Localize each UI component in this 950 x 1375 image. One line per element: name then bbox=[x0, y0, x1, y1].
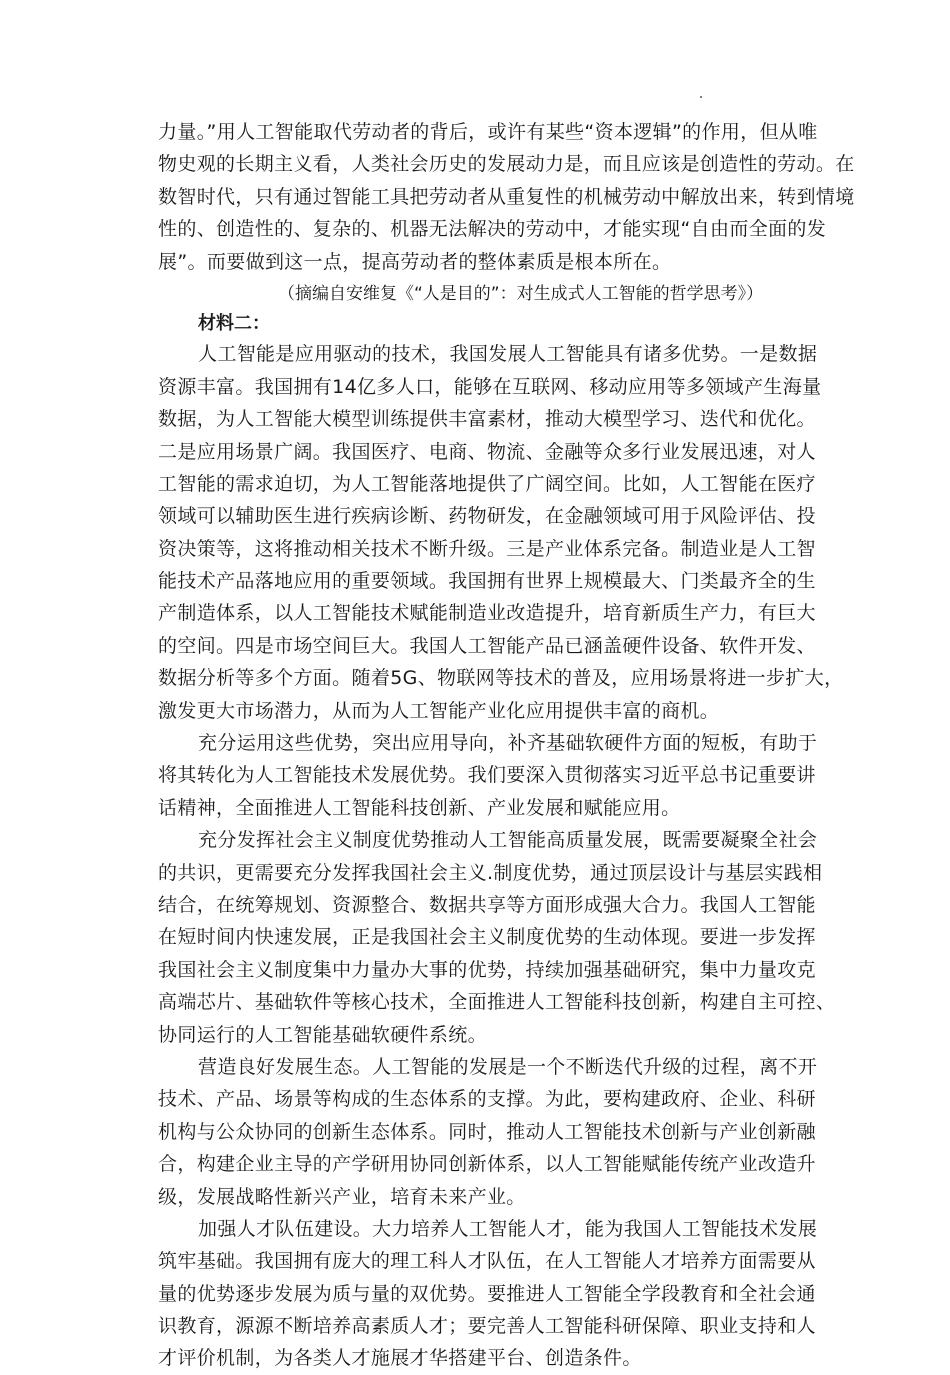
text-line: 机构与公众协同的创新生态体系。同时，推动人工智能技术创新与产业创新融 bbox=[158, 1120, 816, 1143]
text-line: 加强人才队伍建设。大力培养人工智能人才，能为我国人工智能技术发展 bbox=[198, 1217, 818, 1240]
text-line: 产制造体系，以人工智能技术赋能制造业改造提升，培育新质生产力，有巨大 bbox=[158, 602, 816, 625]
text-line: 合，构建企业主导的产学研用协同创新体系，以人工智能赋能传统产业改造升 bbox=[158, 1153, 816, 1176]
text-line: 的共识，更需要充分发挥我国社会主义.制度优势，通过顶层设计与基层实践相 bbox=[158, 861, 823, 884]
text-line: 工智能的需求迫切，为人工智能落地提供了广阔空间。比如，人工智能在医疗 bbox=[158, 472, 816, 495]
text-line: 资源丰富。我国拥有14亿多人口，能够在互联网、移动应用等多领域产生海量 bbox=[158, 375, 822, 398]
text-line: 资决策等，这将推动相关技术不断升级。三是产业体系完备。制造业是人工智 bbox=[158, 537, 816, 560]
text-line: 人工智能是应用驱动的技术，我国发展人工智能具有诸多优势。一是数据 bbox=[198, 343, 818, 366]
text-line: 才评价机制，为各类人才施展才华搭建平台、创造条件。 bbox=[158, 1347, 642, 1370]
text-line: 性的、创造性的、复杂的、机器无法解决的劳动中，才能实现“自由而全面的发 bbox=[158, 218, 827, 241]
paragraph-continued bbox=[158, 116, 855, 278]
paragraph-2 bbox=[158, 727, 818, 824]
text-line: 数智时代，只有通过智能工具把劳动者从重复性的机械劳动中解放出来，转到情境 bbox=[158, 185, 855, 208]
text-line: 的空间。四是市场空间巨大。我国人工智能产品已涵盖硬件设备、软件开发、 bbox=[158, 634, 816, 657]
text-line: 高端芯片、基础软件等核心技术，全面推进人工智能科技创新，构建自主可控、 bbox=[158, 991, 836, 1014]
document-body bbox=[158, 116, 855, 1375]
text-line: 筑牢基础。我国拥有庞大的理工科人才队伍，在人工智能人才培养方面需要从 bbox=[158, 1250, 816, 1273]
text-line: 力量。”用人工智能取代劳动者的背后，或许有某些“资本逻辑”的作用，但从唯 bbox=[158, 121, 818, 143]
paragraph-1 bbox=[158, 338, 844, 727]
paragraph-4 bbox=[158, 1051, 818, 1213]
text-line: 话精神，全面推进人工智能科技创新、产业发展和赋能应用。 bbox=[158, 796, 681, 819]
section-heading: 材料二： bbox=[198, 313, 270, 335]
text-line: 营造良好发展生态。人工智能的发展是一个不断迭代升级的过程，离不开 bbox=[198, 1055, 818, 1078]
text-line: 二是应用场景广阔。我国医疗、电商、物流、金融等众多行业发展迅速，对人 bbox=[158, 440, 816, 463]
text-line: 量的优势逐步发展为质与量的双优势。要推进人工智能全学段教育和全社会通 bbox=[158, 1282, 816, 1305]
text-line: 领域可以辅助医生进行疾病诊断、药物研发，在金融领域可用于风险评估、投 bbox=[158, 505, 816, 528]
text-line: 协同运行的人工智能基础软硬件系统。 bbox=[158, 1023, 487, 1046]
text-line: 数据，为人工智能大模型训练提供丰富素材，推动大模型学习、迭代和优化。 bbox=[158, 408, 816, 431]
text-line: 物史观的长期主义看，人类社会历史的发展动力是，而且应该是创造性的劳动。在 bbox=[158, 153, 855, 176]
source-citation: （摘编自安维复《“人是目的”：对生成式人工智能的哲学思考》） bbox=[278, 283, 764, 304]
text-line: 技术、产品、场景等构成的生态体系的支撑。为此，要构建政府、企业、科研 bbox=[158, 1088, 816, 1111]
text-line: 充分发挥社会主义制度优势推动人工智能高质量发展，既需要凝聚全社会 bbox=[198, 829, 818, 852]
text-line: 结合，在统筹规划、资源整合、数据共享等方面形成强大合力。我国人工智能 bbox=[158, 893, 816, 916]
text-line: 将其转化为人工智能技术发展优势。我们要深入贯彻落实习近平总书记重要讲 bbox=[158, 764, 816, 787]
text-line: 激发更大市场潜力，从而为人工智能产业化应用提供丰富的商机。 bbox=[158, 699, 720, 722]
text-line: 数据分析等多个方面。随着5G、物联网等技术的普及，应用场景将进一步扩大， bbox=[158, 667, 844, 690]
text-line: 充分运用这些优势，突出应用导向，补齐基础软硬件方面的短板，有助于 bbox=[198, 732, 818, 755]
scan-dot bbox=[700, 96, 702, 98]
paragraph-5 bbox=[158, 1213, 818, 1375]
text-line: 展”。而要做到这一点，提高劳动者的整体素质是根本所在。 bbox=[158, 250, 672, 273]
text-line: 在短时间内快速发展，正是我国社会主义制度优势的生动体现。要进一步发挥 bbox=[158, 926, 816, 949]
text-line: 我国社会主义制度集中力量办大事的优势，持续加强基础研究，集中力量攻克 bbox=[158, 958, 816, 981]
text-line: 能技术产品落地应用的重要领域。我国拥有世界上规模最大、门类最齐全的生 bbox=[158, 570, 816, 593]
paragraph-3 bbox=[158, 824, 836, 1051]
text-line: 级，发展战略性新兴产业，培育未来产业。 bbox=[158, 1185, 526, 1208]
text-line: 识教育，源源不断培养高素质人才；要完善人工智能科研保障、职业支持和人 bbox=[158, 1315, 816, 1338]
